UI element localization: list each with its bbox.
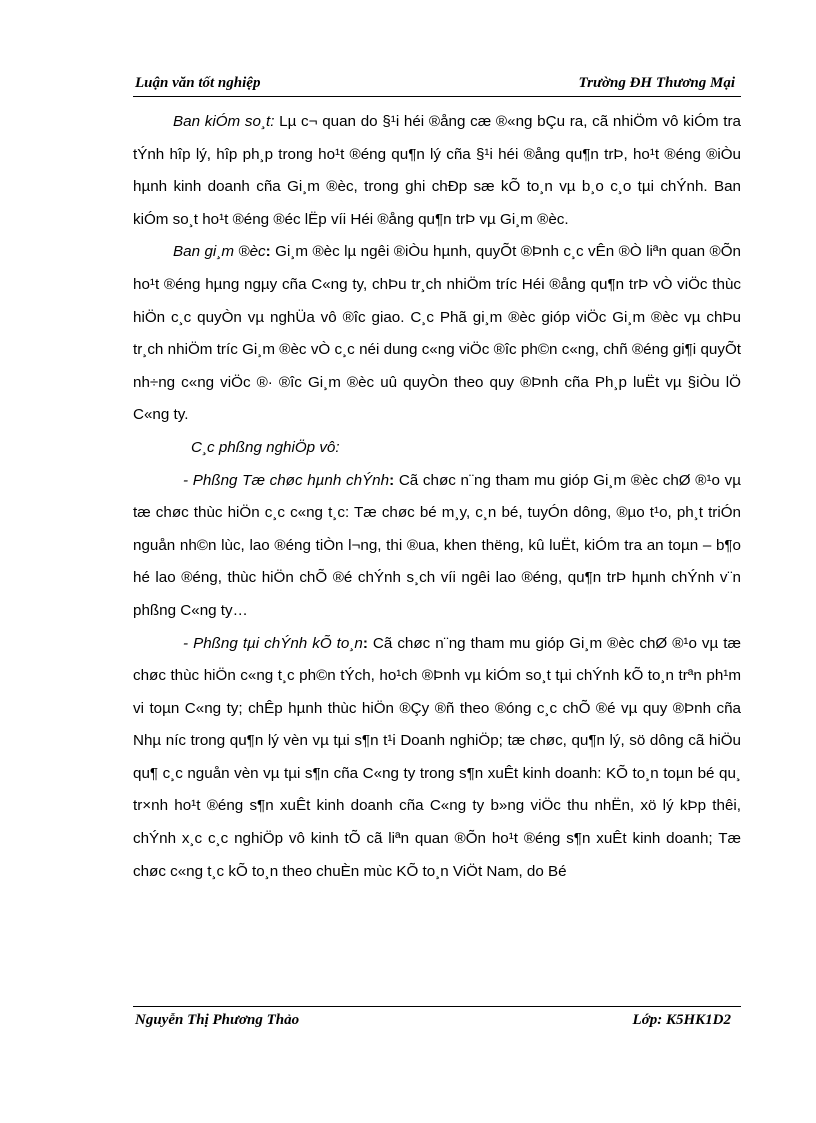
colon-finance-department: : <box>362 634 368 652</box>
text-board-of-directors: Gi¸m ®èc lµ ngêi ®iÒu hµnh, quyÕt ®Þnh c¸c vÊn ®Ò liªn quan ®Õn ho¹t ®éng hµng ngµy cña C«ng ty, chÞu tr¸ch nhiÖm tríc Héi ®ång qu¶n trÞ vÒ viÖc thùc hiÖn c¸c quyÒn vµ nghÜa vô ®îc giao. C¸c Phã gi¸m ®èc gióp viÖc Gi¸m ®èc vµ chÞu tr¸ch nhiÖm tríc Gi¸m ®èc vÒ c¸c néi dung c«ng viÖc ®îc ph©n c«ng, chñ ®éng gi¶i quyÕt nh÷ng c«ng viÖc ®· ®îc Gi¸m ®èc uû quyÒn theo quy ®Þnh cña Ph¸p luËt vµ §iÒu lÖ C«ng ty. <box>133 243 741 424</box>
footer-rule <box>133 1006 741 1007</box>
colon-admin-department: : <box>389 471 395 489</box>
header-university: Trường ĐH Thương Mại <box>578 75 735 91</box>
term-supervisory-board: Ban kiÓm so¸t: <box>173 113 275 130</box>
page-footer <box>133 1012 741 1036</box>
text-admin-department: Cã chøc n¨ng tham mu gióp Gi¸m ®èc chØ ®¹o vµ tæ chøc thùc hiÖn c¸c c«ng t¸c: Tæ chøc bé m¸y, c¸n bé, tuyÓn dông, ®µo t¹o, ph¸t triÓn nguån nh©n lùc, lao ®éng tiÒn l¬ng, thi ®ua, khen thëng, kû luËt, kiÓm tra an toµn – b¶o hé lao ®éng, thùc hiÖn chÕ ®é chÝnh s¸ch víi ngêi lao ®éng, qu¶n trÞ hµnh chÝnh v¨n phßng C«ng ty… <box>133 471 741 619</box>
term-finance-department: - Phßng tµi chÝnh kÕ to¸n <box>183 634 363 652</box>
header-rule <box>133 96 741 97</box>
paragraph-finance-department <box>133 628 741 889</box>
paragraph-admin-department <box>133 465 741 628</box>
body-text <box>133 106 741 888</box>
colon-board-of-directors: : <box>265 243 271 261</box>
paragraph-supervisory-board <box>133 106 741 236</box>
subheading-departments: C¸c phßng nghiÖp vô: <box>191 438 340 456</box>
term-admin-department: - Phßng Tæ chøc hµnh chÝnh <box>183 471 390 489</box>
header-thesis-title: Luận văn tốt nghiệp <box>135 75 261 91</box>
paragraph-board-of-directors <box>133 236 741 432</box>
text-finance-department: Cã chøc n¨ng tham mu gióp Gi¸m ®èc chØ ®¹o vµ tæ chøc thùc hiÖn c«ng t¸c ph©n tÝch, ho¹ch ®Þnh vµ kiÓm so¸t tµi chÝnh kÕ to¸n trªn ph¹m vi toµn C«ng ty; chÊp hµnh thùc hiÖn ®Çy ®ñ theo ®óng c¸c chÕ ®é vµ quy ®Þnh cña Nhµ níc trong qu¶n lý vèn vµ tµi s¶n t¹i Doanh nghiÖp; tæ chøc, qu¶n lý, sö dông cã hiÖu qu¶ c¸c nguån vèn vµ tµi s¶n cña C«ng ty trong s¶n xuÊt kinh doanh: KÕ to¸n toµn bé qu¸ tr×nh ho¹t ®éng s¶n xuÊt kinh doanh cña C«ng ty b»ng viÖc thu nhËn, xö lý kÞp thêi, chÝnh x¸c c¸c nghiÖp vô kinh tÕ cã liªn quan ®Õn ho¹t ®éng s¶n xuÊt kinh doanh; Tæ chøc c«ng t¸c kÕ to¸n theo chuÈn mùc KÕ to¸n ViÖt Nam, do Bé <box>133 634 741 880</box>
page-header <box>133 72 741 98</box>
term-board-of-directors: Ban gi¸m ®èc <box>173 243 266 261</box>
footer-class: Lớp: K5HK1D2 <box>632 1012 731 1028</box>
text-supervisory-board: Lµ c¬ quan do §¹i héi ®ång cæ ®«ng bÇu ra, cã nhiÖm vô kiÓm tra tÝnh hîp lý, hîp ph¸p trong ho¹t ®éng qu¶n lý cña §¹i héi ®ång qu¶n trÞ, ho¹t ®éng ®iÒu hµnh kinh doanh cña Gi¸m ®èc, trong ghi chÐp sæ kÕ to¸n vµ b¸o c¸o tµi chÝnh. Ban kiÓm so¸t ho¹t ®éng ®éc lËp víi Héi ®ång qu¶n trÞ vµ Gi¸m ®èc. <box>133 113 741 228</box>
footer-author: Nguyễn Thị Phương Thảo <box>135 1012 300 1028</box>
